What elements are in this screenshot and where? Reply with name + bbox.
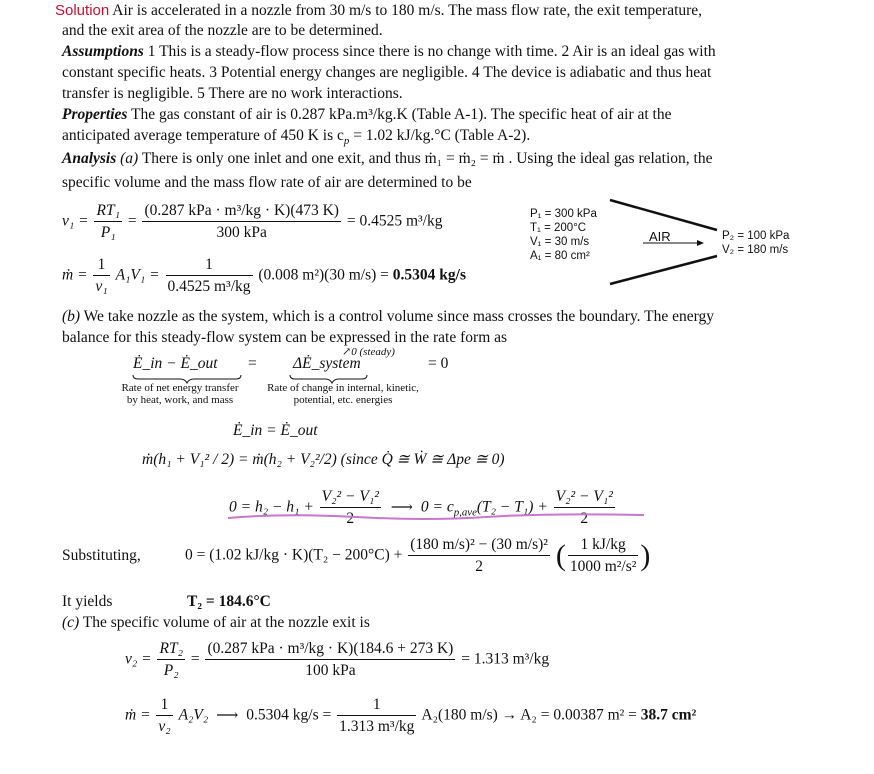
part-c-label: (c)	[62, 614, 80, 631]
v2-result: = 1.313 m³/kg	[461, 650, 550, 668]
part-b-text-1: We take nozzle as the system, which is a control volume since mass crosses the boundary. The energy	[80, 308, 715, 325]
conversion-num: 1 kJ/kg	[568, 536, 639, 556]
substitution-num: (180 m/s)² − (30 m/s)²	[408, 536, 550, 556]
mdot-fraction-1	[93, 256, 109, 296]
equation-v2	[125, 640, 549, 680]
analysis-label: Analysis	[62, 150, 117, 167]
transfer-caption-line-2: by heat, work, and mass	[126, 394, 234, 406]
mdot-frac2-den: 0.4525 m³/kg	[167, 278, 251, 295]
yields-result: T₂ = 184.6°C	[187, 593, 271, 610]
v2-lhs: v₂ =	[125, 650, 152, 668]
cp-equation-tail: (T₂ − T₁) +	[476, 498, 548, 516]
change-caption-line-2: potential, etc. energies	[293, 394, 393, 406]
substitution-den: 2	[475, 558, 483, 575]
outlet-velocity: V₂ = 180 m/s	[722, 244, 789, 256]
implies-arrow: ⟶	[390, 498, 413, 516]
analysis-part-a: (a)	[116, 150, 139, 167]
transfer-caption	[110, 382, 250, 406]
v2-frac2-den: 100 kPa	[305, 662, 356, 679]
underline-stroke	[228, 514, 644, 519]
enthalpy-lhs: 0 = h₂ − h₁ +	[229, 498, 314, 516]
velocity-frac2-num: V₂² − V₁²	[554, 488, 615, 508]
area-tail: A₂(180 m/s) → A₂ = 0.00387 m² =	[421, 706, 641, 724]
change-caption	[258, 382, 428, 406]
area-result: 38.7 cm²	[640, 706, 697, 724]
header-line-1	[55, 0, 702, 21]
v1-frac1-den: P₁	[100, 224, 116, 241]
air-label: AIR	[649, 229, 671, 244]
velocity-frac1-num: V₂² − V₁²	[320, 488, 381, 508]
inlet-pressure: P₁ = 300 kPa	[530, 208, 597, 220]
equation-v1	[62, 202, 442, 242]
part-c-text: The specific volume of air at the nozzle exit is	[79, 614, 370, 631]
area-arrow: ⟶	[216, 706, 239, 724]
analysis-line-2: specific volume and the mass flow rate of air are determined to be	[62, 174, 472, 191]
substituting-label: Substituting,	[62, 547, 141, 564]
mdot-frac2-num: 1	[166, 256, 253, 276]
mdot-tail: (0.008 m²)(30 m/s) =	[258, 266, 393, 284]
area-frac1-den: v₂	[158, 718, 171, 735]
paren-left-icon: (	[555, 539, 566, 572]
v1-fraction-2	[142, 202, 341, 242]
mdot-frac1-den: v₁	[95, 278, 108, 295]
v1-result: = 0.4525 m³/kg	[346, 212, 443, 230]
area-mid: A₂V₂	[178, 706, 209, 724]
conversion-den: 1000 m²/s²	[569, 558, 637, 575]
part-c-line	[62, 612, 370, 633]
conversion-fraction	[568, 536, 639, 576]
cp-subscript: p	[343, 135, 350, 148]
nozzle-outlet-conditions	[722, 229, 789, 257]
outlet-pressure: P₂ = 100 kPa	[722, 230, 790, 242]
mdot-frac1-num: 1	[93, 256, 109, 276]
velocity-frac1-den: 2	[346, 510, 355, 527]
substitution-lhs: 0 = (1.02 kJ/kg · K)(T₂ − 200°C) +	[185, 546, 403, 564]
header-text-1: Air is accelerated in a nozzle from 30 m/s to 180 m/s. The mass flow rate, the exit temperature,	[112, 2, 703, 19]
properties-text-2: anticipated average temperature of 450 K is c	[62, 127, 344, 144]
header-line-2: and the exit area of the nozzle are to be determined.	[62, 22, 383, 39]
velocity-frac2-den: 2	[580, 510, 589, 527]
area-fraction-1	[156, 696, 172, 736]
mdot-lhs: ṁ =	[62, 266, 88, 284]
properties-line-1	[62, 104, 671, 125]
cp-ave-subscript: p,ave	[453, 506, 477, 519]
substitution-fraction	[408, 536, 550, 576]
properties-text-2-tail: = 1.02 kJ/kg.°C (Table A-2).	[349, 127, 531, 144]
equation-mdot	[62, 256, 466, 296]
area-frac1-num: 1	[156, 696, 172, 716]
yields-label: It yields	[62, 593, 113, 610]
assumptions-text-1: 1 This is a steady-flow process since there is no change with time. 2 Air is an ideal gas with	[143, 43, 716, 60]
v2-fraction-1	[157, 640, 184, 680]
cp-equation-lhs: 0 = c	[420, 498, 454, 516]
nozzle-inlet-conditions	[530, 207, 597, 263]
v1-frac2-den: 300 kPa	[216, 224, 267, 241]
solution-label: Solution	[55, 2, 110, 19]
steady-note: ↗0 (steady)	[342, 346, 395, 358]
transfer-caption-line-1: Rate of net energy transfer	[121, 382, 239, 394]
properties-label: Properties	[62, 106, 128, 123]
v1-fraction-1	[94, 202, 121, 242]
v2-frac1-num: RT₂	[157, 640, 184, 660]
nozzle-lower-wall	[610, 256, 717, 284]
area-frac2-den: 1.313 m³/kg	[339, 718, 415, 735]
v1-frac1-num: RT₁	[94, 202, 121, 222]
v2-equals: =	[190, 650, 200, 668]
area-lhs: ṁ =	[125, 706, 151, 724]
mdot-result: 0.5304 kg/s	[392, 266, 466, 284]
analysis-line-1	[62, 148, 712, 169]
v1-lhs: v₁ =	[62, 212, 89, 230]
properties-text-1: The gas constant of air is 0.287 kPa.m³/kg.K (Table A-1). The specific heat of air at the	[127, 106, 672, 123]
inlet-temperature: T₁ = 200°C	[530, 222, 587, 234]
area-frac2-num: 1	[337, 696, 416, 716]
inlet-velocity: V₁ = 30 m/s	[530, 236, 590, 248]
change-caption-line-1: Rate of change in internal, kinetic,	[267, 382, 419, 394]
part-b-line-2: balance for this steady-flow system can be expressed in the rate form as	[62, 329, 508, 346]
assumptions-line-1	[62, 41, 716, 62]
equation-area	[125, 696, 696, 736]
v1-frac2-num: (0.287 kPa · m³/kg · K)(473 K)	[142, 202, 341, 222]
assumptions-label: Assumptions	[62, 43, 144, 60]
area-mid-2: 0.5304 kg/s =	[246, 706, 332, 724]
highlight-underline	[226, 510, 646, 524]
assumptions-line-2: constant specific heats. 3 Potential energy changes are negligible. 4 The device is adiabatic and thus heat	[62, 64, 712, 81]
inlet-area: A₁ = 80 cm²	[530, 250, 590, 262]
v2-fraction-2	[205, 640, 455, 680]
substitution-equation	[185, 536, 650, 576]
mdot-fraction-2	[166, 256, 253, 296]
area-fraction-2	[337, 696, 416, 736]
energy-balance-equals: =	[248, 355, 257, 372]
energy-system-change: ΔĖ_system	[293, 355, 361, 372]
v2-frac1-den: P₂	[163, 662, 179, 679]
mdot-mid: A₁V₁ =	[115, 266, 160, 284]
assumptions-line-3: transfer is negligible. 5 There are no work interactions.	[62, 85, 403, 102]
v1-equals: =	[127, 212, 137, 230]
energy-in-equals-out: Ė_in = Ė_out	[233, 422, 318, 439]
mass-energy-equation: ṁ(h₁ + V₁² / 2) = ṁ(h₂ + V₂²/2) (since Q̇ ≅ Ẇ ≅ Δpe ≅ 0)	[142, 451, 505, 468]
v2-frac2-num: (0.287 kPa · m³/kg · K)(184.6 + 273 K)	[205, 640, 455, 660]
paren-right-icon: )	[640, 539, 651, 572]
nozzle-upper-wall	[610, 200, 717, 230]
part-b-line-1	[62, 306, 714, 327]
part-b-label: (b)	[62, 308, 81, 325]
flow-arrowhead-icon	[697, 240, 704, 246]
energy-balance-zero: = 0	[428, 355, 449, 372]
energy-in-out: Ė_in − Ė_out	[133, 355, 218, 372]
analysis-text-1: There is only one inlet and one exit, and thus ṁ₁ = ṁ₂ = ṁ . Using the ideal gas relation, the	[138, 150, 713, 167]
